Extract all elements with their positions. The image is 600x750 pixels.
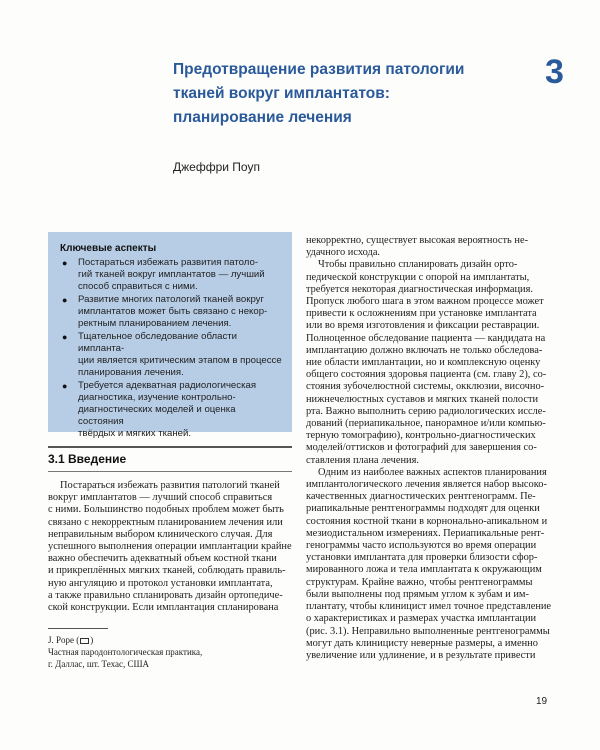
key-point-line: Развитие многих патологий тканей вокруг — [78, 294, 264, 305]
text-line: увеличение или удлинение, и в результате привести — [306, 649, 536, 661]
key-points-box — [48, 232, 292, 439]
text-line: неправильным выбором клинического случая. Для — [48, 528, 273, 540]
key-point-item — [60, 380, 282, 440]
text-line: рта. Важно выполнить серию радиологических иссле- — [306, 405, 546, 417]
text-line: Полноценное обследование пациента — кандидата на — [306, 332, 546, 344]
text-line: удачного исхода. — [306, 247, 381, 259]
text-line: качественных диагностических рентгенограмм. Пе- — [306, 491, 536, 503]
footnote-rule — [48, 628, 108, 629]
text-line: или во время изготовления и фиксации реставрации. — [306, 320, 540, 332]
chapter-number: 3 — [545, 53, 564, 91]
text-line: о характеристиках и размерах участка имплантации — [306, 613, 537, 625]
text-line: ской конструкции. Если имплантация спланирована — [48, 602, 279, 614]
chapter-title-line: тканей вокруг имплантатов: — [173, 85, 390, 102]
footnote-author-end: ) — [90, 635, 94, 645]
text-line: состояния костной ткани в корнонально-апикальном и — [306, 515, 548, 527]
left-column-text — [48, 480, 292, 614]
text-line: имплантологического лечения является набор высоко- — [306, 479, 547, 491]
text-line: Чтобы правильно спланировать дизайн орто- — [318, 259, 518, 271]
text-line: Постараться избежать развития патологий тканей — [60, 480, 280, 491]
key-points-list — [60, 257, 282, 440]
right-column-text — [306, 235, 552, 662]
text-line: дований (периапикальное, панорамное и/или компью- — [306, 418, 546, 430]
text-line: структурам. Крайне важно, чтобы рентгенограммы — [306, 576, 533, 588]
text-line: связано с некорректным планированием лечения или — [48, 516, 283, 528]
bullet-icon: ● — [62, 381, 68, 391]
key-point-item — [60, 257, 282, 293]
text-line: успешного выполнения операции имплантации крайне — [48, 541, 292, 553]
chapter-title-line: планирование лечения — [173, 109, 352, 126]
bullet-icon: ● — [62, 332, 68, 342]
text-line: генограммы часто используются во время операции — [306, 540, 537, 552]
text-line: моделей/оттисков и фотографий для завершения со- — [306, 442, 537, 454]
text-line: стояния зубочелюстной системы, окклюзии, височно- — [306, 381, 545, 393]
chapter-title-line: Предотвращение развития патологии — [173, 61, 465, 78]
footnote-author: J. Pope ( — [48, 635, 80, 645]
text-line: терную томографию), контрольно-диагностических — [306, 430, 536, 442]
key-point-item — [60, 331, 282, 379]
key-point-line: способ справиться с ними. — [78, 281, 198, 292]
text-line: Пропуск любого шага в этом важном процессе может — [306, 296, 544, 308]
key-point-line: гий тканей вокруг имплантатов — лучший — [78, 269, 265, 280]
text-line: риапикальные рентгенограммы подходят для оценки — [306, 503, 540, 515]
text-line: нижнечелюстных суставов и мягких тканей полости — [306, 393, 539, 405]
key-point-line: имплантатов может быть связано с некор- — [78, 306, 268, 317]
chapter-author: Джеффри Поуп — [173, 160, 260, 174]
section-top-rule — [48, 446, 292, 448]
key-point-line: твёрдых и мягких тканей. — [78, 428, 192, 439]
key-point-line: Постараться избежать развития патоло- — [78, 257, 259, 268]
text-line: плантату, чтобы клиницист имел точное представление — [306, 601, 552, 613]
text-line: некорректно, существует высокая вероятность не- — [306, 235, 529, 246]
key-point-line: ректным планированием лечения. — [78, 318, 232, 329]
text-line: были выполнены под прямым углом к зубам и им- — [306, 588, 529, 600]
key-point-line: диагностика, изучение контрольно- — [78, 392, 236, 403]
key-point-line: планирования лечения. — [78, 367, 184, 378]
chapter-title — [173, 58, 513, 130]
text-line: и прикреплённых мягких тканей, соблюдать правиль- — [48, 565, 286, 577]
text-line: требуется некоторая диагностическая информация. — [306, 283, 533, 295]
key-point-line: ции является критическим этапом в процессе — [78, 355, 282, 366]
section-heading: 3.1 Введение — [48, 452, 127, 466]
text-line: мированного ложа и тела имплантата к окружающим — [306, 564, 542, 576]
key-point-item — [60, 294, 282, 330]
key-point-line: Тщательное обследование области импланта- — [78, 331, 238, 354]
key-point-line: диагностических моделей и оценка состояния — [78, 404, 236, 427]
text-line: педической конструкции с опорой на имплантаты, — [306, 271, 530, 283]
text-line: (рис. 3.1). Неправильно выполненные рентгенограммы — [306, 625, 550, 637]
text-line: с ними. Большинство подобных проблем может быть — [48, 504, 284, 516]
footnote — [48, 634, 298, 670]
text-line: а также правильно спланировать дизайн ортопедиче- — [48, 589, 283, 601]
text-line: вокруг имплантатов — лучший способ справиться — [48, 492, 273, 504]
footnote-affiliation-line: г. Даллас, шт. Техас, США — [48, 659, 150, 669]
footnote-affiliation-line: Частная пародонтологическая практика, — [48, 647, 203, 657]
text-line: ние области имплантации, но и комплексную оценку — [306, 357, 541, 369]
text-line: ставления плана лечения. — [306, 454, 419, 466]
text-line: установки имплантата для проверки близости сфор- — [306, 552, 538, 564]
text-line: привести к осложнениям при установке имплантата — [306, 308, 537, 320]
text-line: Одним из наиболее важных аспектов планирования — [318, 466, 547, 478]
bullet-icon: ● — [62, 258, 68, 268]
key-points-title: Ключевые аспекты — [60, 243, 157, 254]
text-line: мезиодистальном измерениях. Периапикальные рент- — [306, 527, 545, 539]
page-number: 19 — [536, 696, 548, 707]
text-line: имплантацию должно включать не только обследова- — [306, 344, 543, 356]
bullet-icon: ● — [62, 295, 68, 305]
text-line: ную ангуляцию и протокол установки имплантата, — [48, 577, 273, 589]
text-line: могут дать клиницисту неверные размеры, а именно — [306, 637, 538, 649]
section-bottom-rule — [48, 471, 292, 472]
text-line: общего состояния здоровья пациента (см. главу 2), со- — [306, 369, 547, 381]
envelope-icon — [80, 638, 89, 644]
key-point-line: Требуется адекватная радиологическая — [78, 380, 257, 391]
footnote-author-line — [48, 634, 298, 646]
text-line: важно обеспечить адекватный объем костной ткани — [48, 553, 277, 565]
